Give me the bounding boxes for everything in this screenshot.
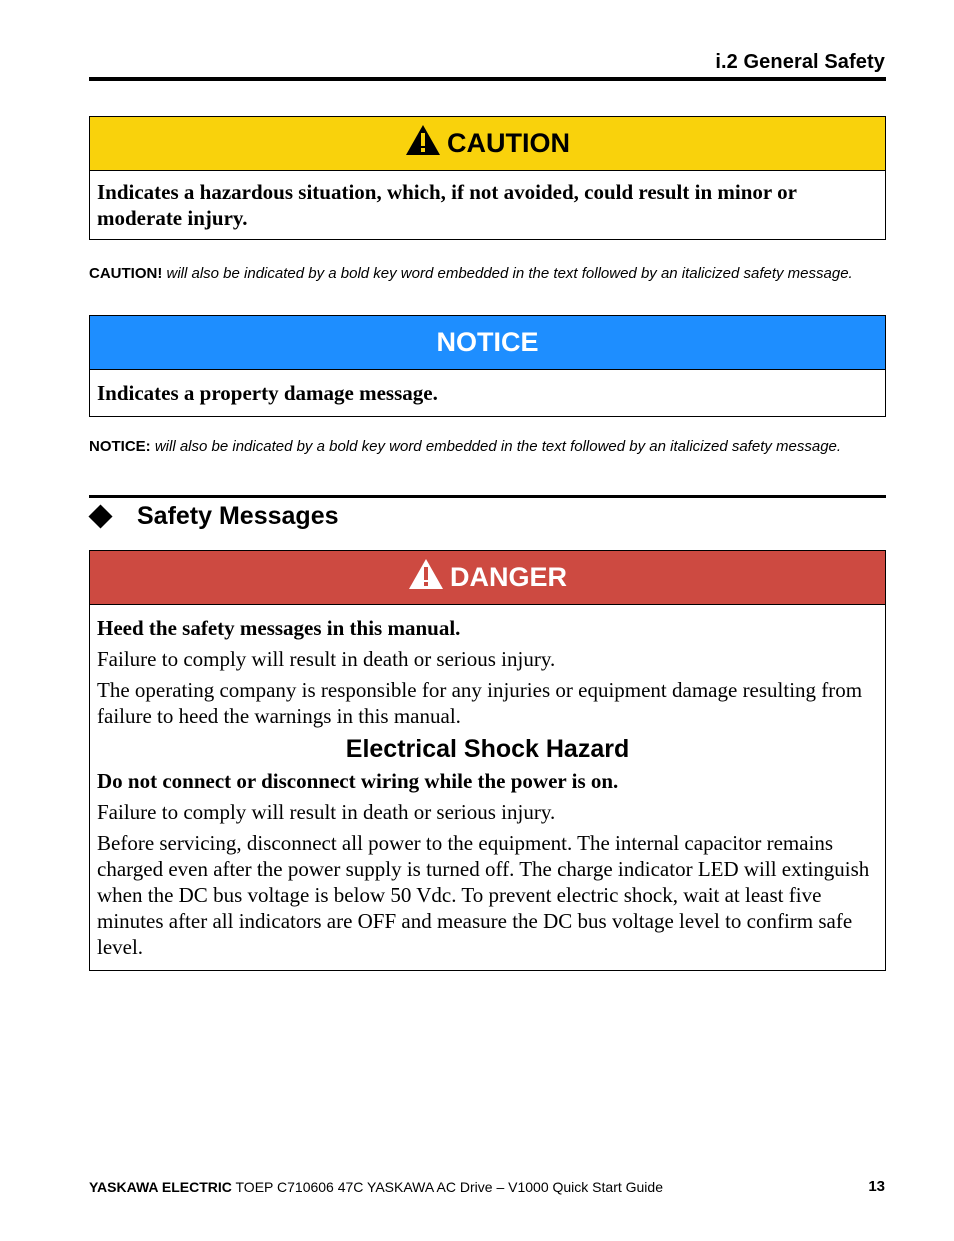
notice-note (89, 438, 886, 455)
header-rule (89, 77, 886, 81)
notice-label: NOTICE (436, 327, 539, 357)
notice-note-keyword: NOTICE: (89, 438, 151, 455)
section-rule (89, 495, 886, 498)
danger-box (89, 550, 886, 971)
footer-doc-title: TOEP C710606 47C YASKAWA AC Drive – V1000 Quick Start Guide (231, 1179, 663, 1195)
safety-messages-title: Safety Messages (137, 502, 339, 530)
page-number: 13 (868, 1178, 885, 1195)
safety-messages-heading (85, 502, 339, 531)
notice-text: Indicates a property damage message. (97, 381, 438, 405)
danger-label: DANGER (449, 562, 567, 592)
warning-triangle-icon (408, 558, 444, 597)
diamond-bullet-icon (88, 504, 112, 528)
caution-text: Indicates a hazardous situation, which, if not avoided, could result in minor or moderate injury. (97, 180, 797, 230)
caution-label: CAUTION (447, 128, 570, 158)
caution-box (89, 116, 886, 240)
notice-box (89, 315, 886, 417)
hazard-paragraph-2: Before servicing, disconnect all power to the equipment. The internal capacitor remains charged even after the power supply is turned off. The charge indicator LED will extinguish when the DC bus voltage is below 50 Vdc. To prevent electric shock, wait at least five minutes after all indicators are OFF and measure the DC bus voltage level to confirm safe level. (97, 831, 870, 959)
hazard-paragraph-1: Failure to comply will result in death or serious injury. (97, 800, 556, 824)
caution-note-message: will also be indicated by a bold key word embedded in the text followed by an italicized safety message. (162, 265, 853, 282)
notice-note-message: will also be indicated by a bold key word embedded in the text followed by an italicized safety message. (150, 438, 842, 455)
hazard-bold-text: Do not connect or disconnect wiring while the power is on. (97, 769, 619, 793)
warning-triangle-icon (405, 124, 441, 163)
caution-note (89, 265, 886, 282)
heed-paragraph-1: Failure to comply will result in death or serious injury. (97, 647, 556, 671)
footer (89, 1179, 663, 1195)
heed-paragraph-2: The operating company is responsible for any injuries or equipment damage resulting from failure to heed the warnings in this manual. (97, 678, 863, 728)
section-header-title: i.2 General Safety (715, 51, 885, 73)
danger-body (90, 605, 885, 970)
caution-banner (90, 117, 885, 171)
footer-brand: YASKAWA ELECTRIC (89, 1179, 232, 1195)
danger-banner (90, 551, 885, 605)
heed-title: Heed the safety messages in this manual. (97, 616, 461, 640)
hazard-title: Electrical Shock Hazard (345, 735, 630, 763)
notice-banner (90, 316, 885, 370)
caution-note-keyword: CAUTION! (89, 265, 163, 282)
